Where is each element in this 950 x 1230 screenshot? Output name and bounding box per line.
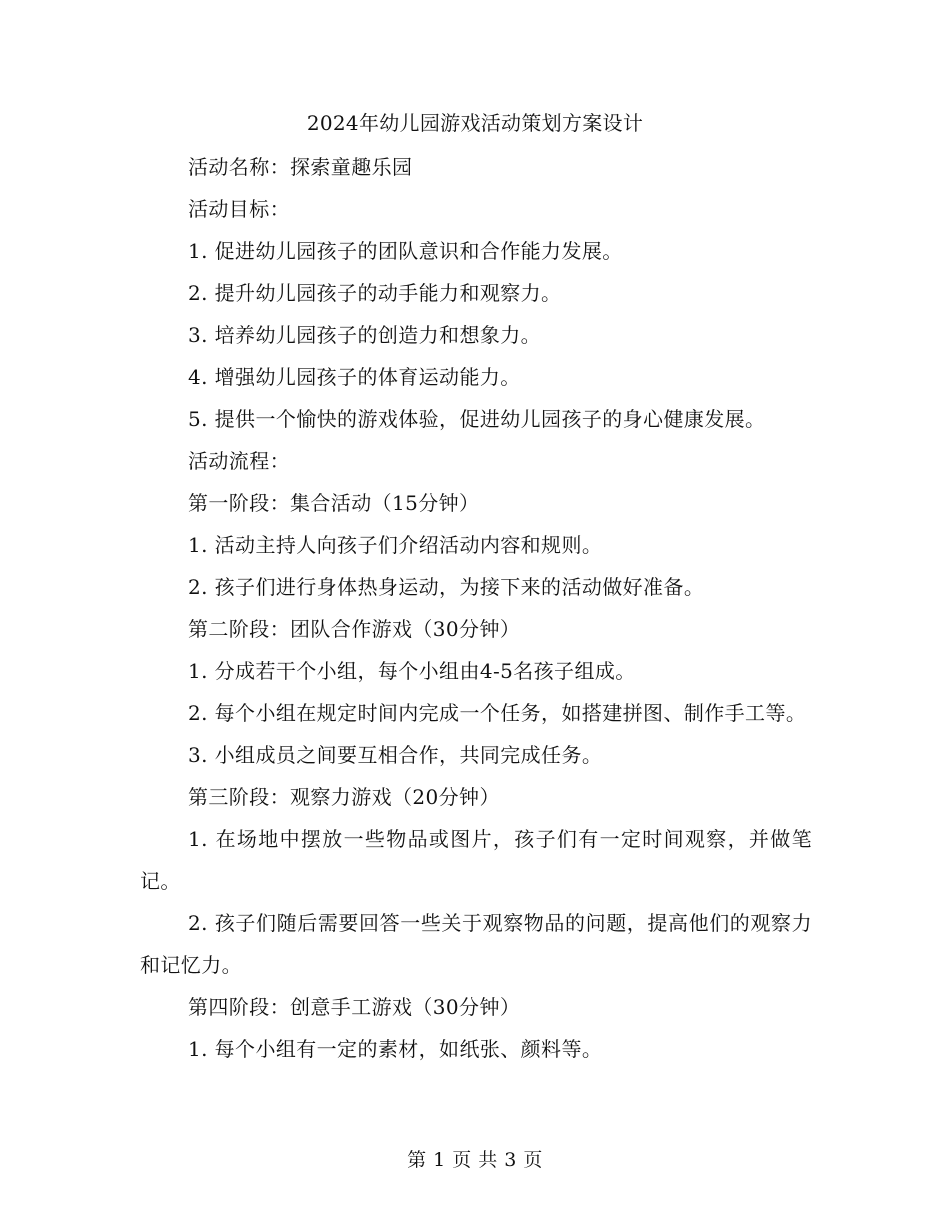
paragraph-stage-1-item-2: 2. 孩子们进行身体热身运动，为接下来的活动做好准备。 — [188, 575, 705, 599]
paragraph-stage-3-heading: 第三阶段：观察力游戏（20分钟） — [188, 785, 500, 809]
paragraph-stage-4-item-1: 1. 每个小组有一定的素材，如纸张、颜料等。 — [188, 1037, 603, 1061]
document-body — [140, 146, 812, 1070]
paragraph-goals-heading: 活动目标： — [188, 197, 290, 221]
paragraph-stage-2-item-1: 1. 分成若干个小组，每个小组由4-5名孩子组成。 — [188, 659, 636, 683]
page-footer: 第 1 页 共 3 页 — [407, 1149, 543, 1171]
paragraph-stage-4-heading: 第四阶段：创意手工游戏（30分钟） — [188, 995, 521, 1019]
paragraph-stage-1-heading: 第一阶段：集合活动（15分钟） — [188, 491, 480, 515]
paragraph-goal-1: 1. 促进幼儿园孩子的团队意识和合作能力发展。 — [188, 239, 623, 263]
paragraph-activity-name: 活动名称：探索童趣乐园 — [188, 155, 413, 179]
paragraph-goal-2: 2. 提升幼儿园孩子的动手能力和观察力。 — [188, 281, 562, 305]
paragraph-goal-5: 5. 提供一个愉快的游戏体验，促进幼儿园孩子的身心健康发展。 — [188, 407, 766, 431]
paragraph-stage-2-item-2: 2. 每个小组在规定时间内完成一个任务，如搭建拼图、制作手工等。 — [188, 701, 807, 725]
paragraph-stage-3-item-2: 2. 孩子们随后需要回答一些关于观察物品的问题，提高他们的观察力和记忆力。 — [140, 911, 812, 977]
paragraph-goal-3: 3. 培养幼儿园孩子的创造力和想象力。 — [188, 323, 542, 347]
paragraph-stage-2-heading: 第二阶段：团队合作游戏（30分钟） — [188, 617, 521, 641]
paragraph-goal-4: 4. 增强幼儿园孩子的体育运动能力。 — [188, 365, 521, 389]
paragraph-process-heading: 活动流程： — [188, 449, 290, 473]
paragraph-stage-3-item-1: 1. 在场地中摆放一些物品或图片，孩子们有一定时间观察，并做笔记。 — [140, 827, 812, 893]
paragraph-stage-2-item-3: 3. 小组成员之间要互相合作，共同完成任务。 — [188, 743, 603, 767]
document-title: 2024年幼儿园游戏活动策划方案设计 — [306, 111, 644, 135]
paragraph-stage-1-item-1: 1. 活动主持人向孩子们介绍活动内容和规则。 — [188, 533, 603, 557]
